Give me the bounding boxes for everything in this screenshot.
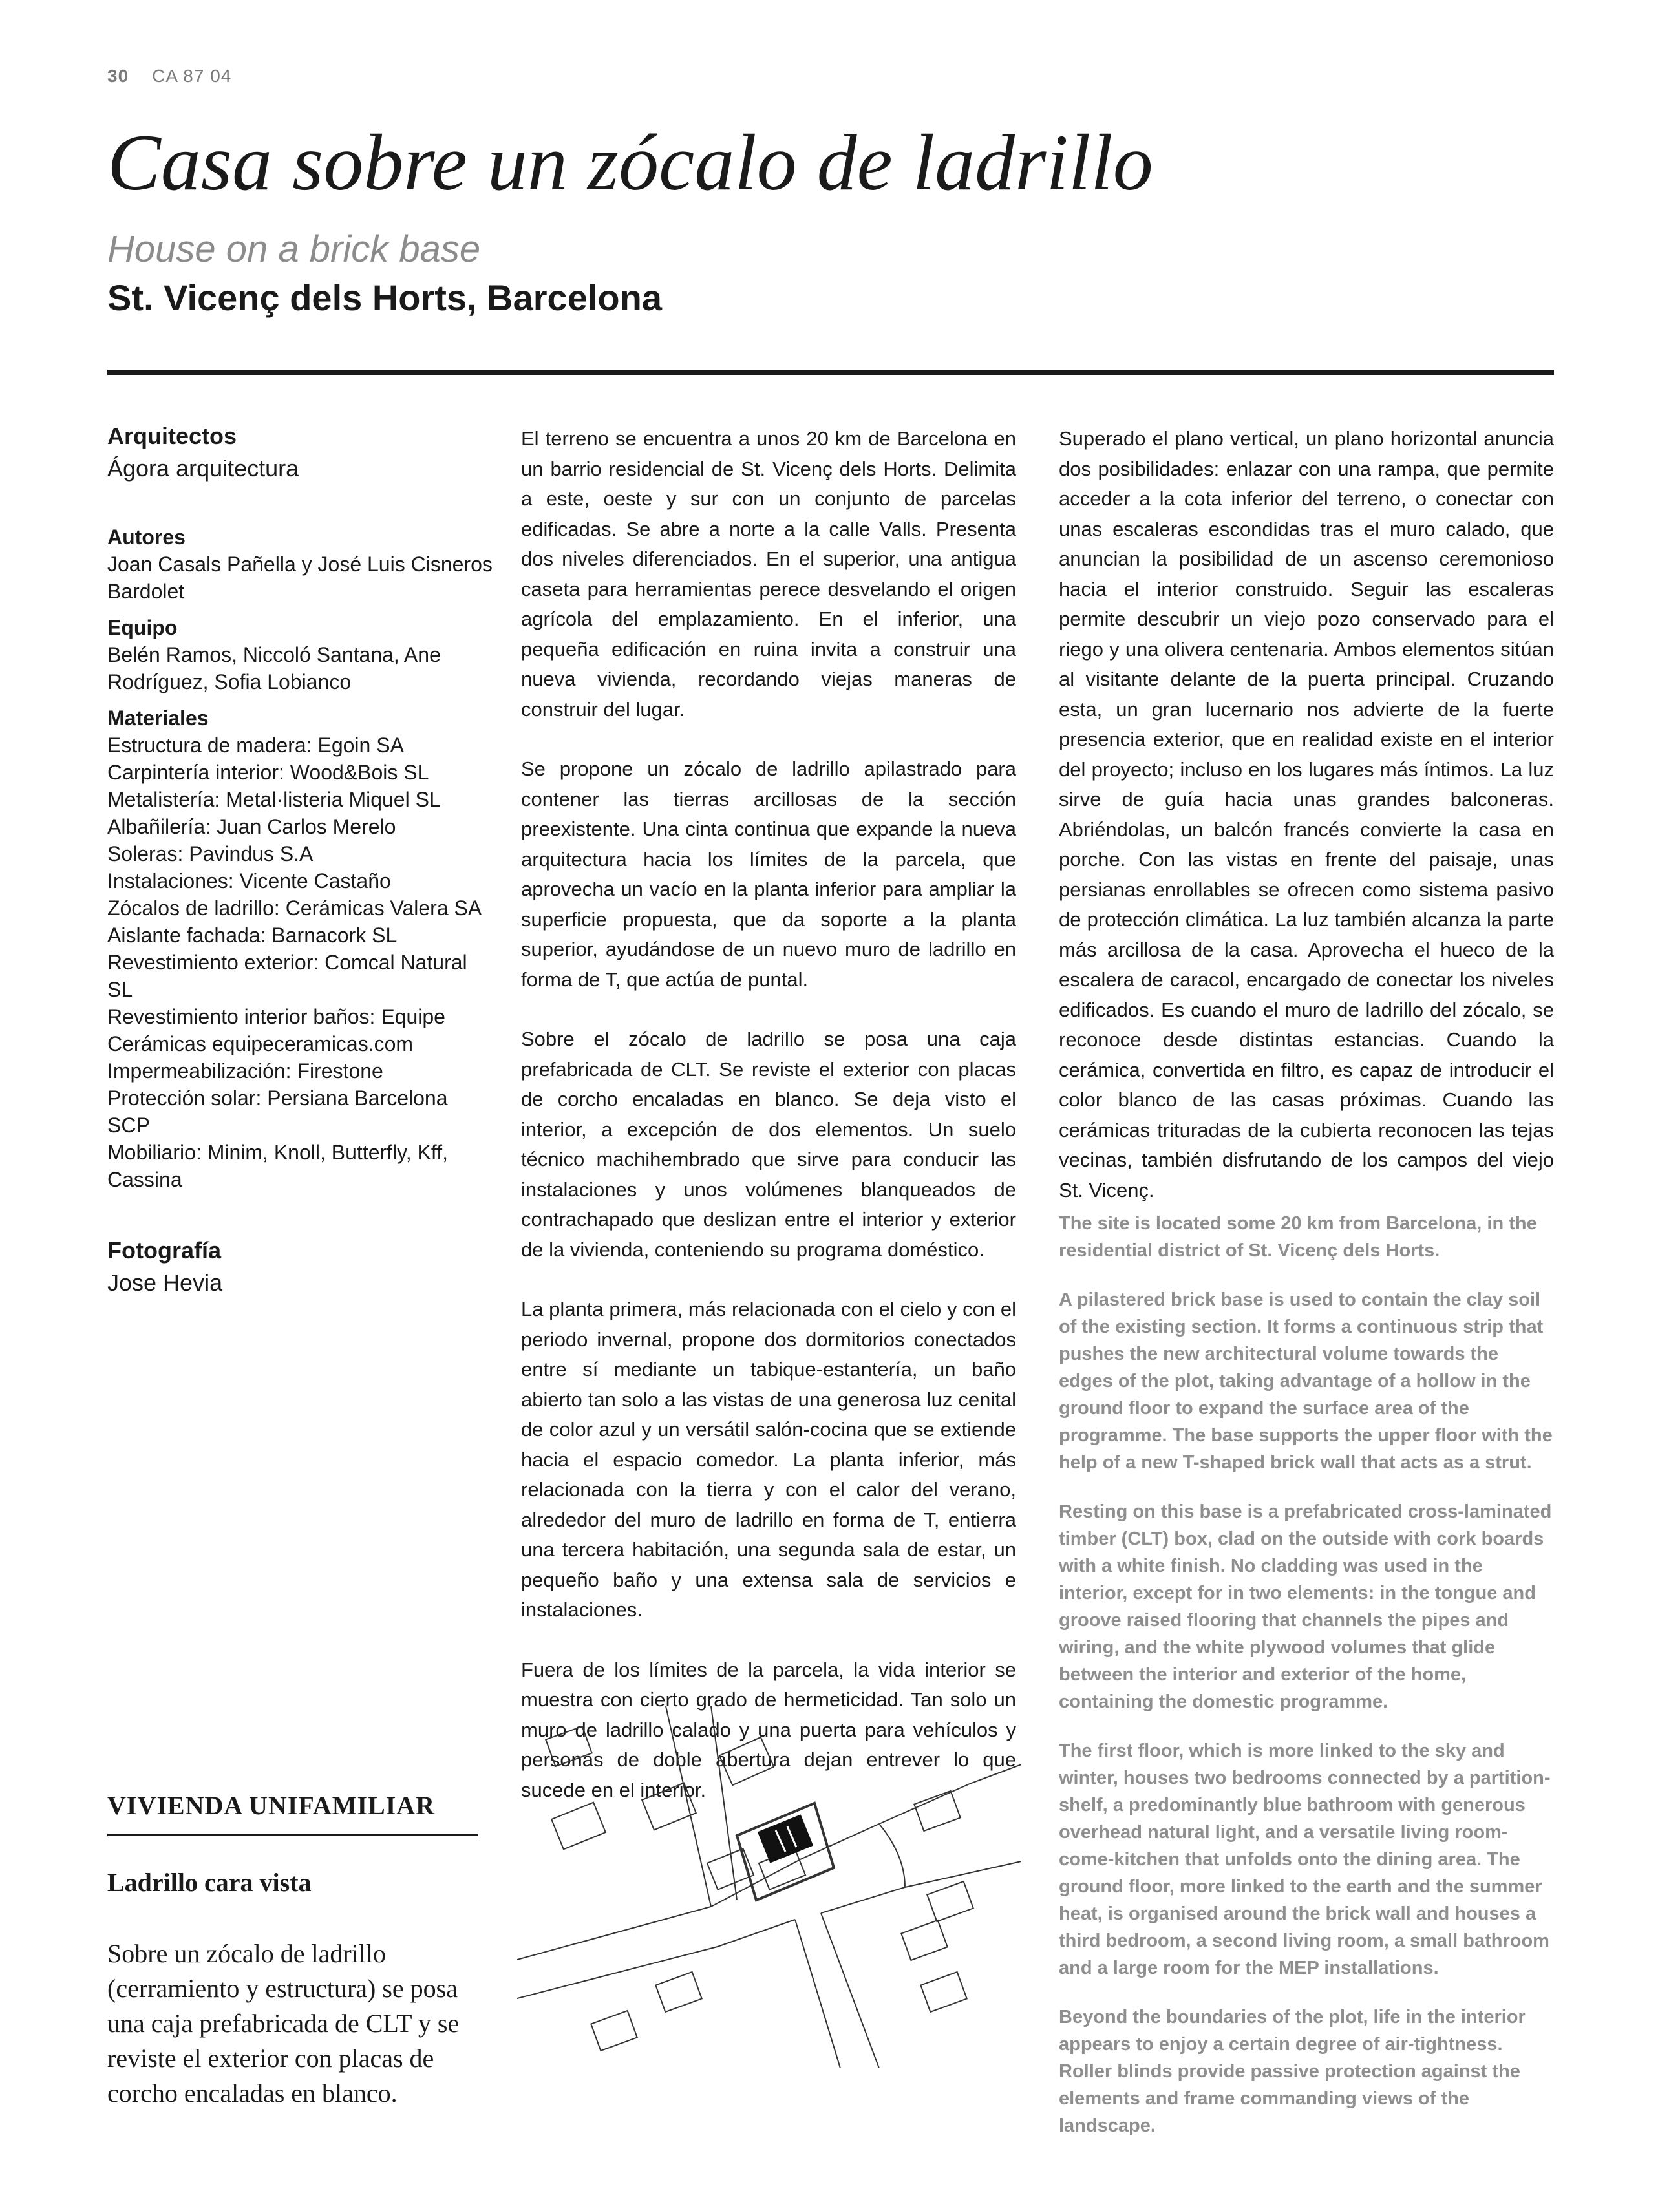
body-column-middle — [521, 424, 1016, 1835]
material-item: Albañilería: Juan Carlos Merelo — [107, 815, 396, 838]
english-paragraph: The first floor, which is more linked to the sky and winter, houses two bedrooms connected by a partition-shelf, a predominantly blue bathroom with generous overhead natural light, and a versatile living room-come-kitchen that unfolds onto the dining area. The ground floor, more linked to the earth and the summer heat, is organised around the brick wall and houses a third bedroom, a second living room, a small bathroom and a large room for the MEP installations. — [1059, 1741, 1551, 1978]
photo-block — [107, 1236, 495, 1298]
material-item: Revestimiento exterior: Comcal Natural SL — [107, 951, 467, 1001]
photo-label: Fotografía — [107, 1237, 221, 1264]
body-paragraph: La planta primera, más relacionada con el cielo y con el periodo invernal, propone dos dormitorios conectados entre sí mediante un tabique-estantería, un baño abierto tan solo a las vistas de una generosa luz cenital de color azul y un versátil salón-cocina que se extiende hacia el espacio comedor. La planta inferior, más relacionada con la tierra y con el calor del verano, alrededor del muro de ladrillo en forma de T, entierra una tercera habitación, una segunda sala de estar, un pequeño baño y una extensa sala de servicios e instalaciones. — [521, 1298, 1016, 1621]
photo-value: Jose Hevia — [107, 1269, 223, 1296]
team-block — [107, 614, 495, 695]
neighbour-buildings — [546, 1726, 973, 2051]
project-plot — [737, 1803, 834, 1900]
english-paragraph: A pilastered brick base is used to contain the clay soil of the existing section. It forms a continuous strip that pushes the new architectural volume towards the edges of the plot, taking advantage of a hollow in the ground floor to expand the surface area of the programme. The base supports the upper floor with the help of a new T-shaped brick wall that acts as a strut. — [1059, 1289, 1553, 1473]
english-subtitle: House on a brick base — [107, 228, 481, 270]
team-label: Equipo — [107, 616, 178, 639]
architects-label: Arquitectos — [107, 423, 237, 449]
material-item: Zócalos de ladrillo: Cerámicas Valera SA — [107, 896, 482, 920]
page-number: 30 — [107, 66, 129, 86]
materials-label: Materiales — [107, 706, 209, 730]
body-paragraph: Sobre el zócalo de ladrillo se posa una caja prefabricada de CLT. Se reviste el exterior con placas de corcho encaladas en blanco. Se deja visto el interior, a excepción de dos elementos. Un suelo técnico machihembrado que sirve para conducir las instalaciones y unos volúmenes blanqueados de contrachapado que deslizan entre el interior y exterior de la vivienda, conteniendo su programa doméstico. — [521, 1028, 1016, 1261]
architects-value: Ágora arquitectura — [107, 455, 299, 482]
body-paragraph: Fuera de los límites de la parcela, la vida interior se muestra con cierto grado de hermeticidad. Tan solo un muro de ladrillo calado y una puerta para vehículos y personas de doble abertura dejan entrever lo que sucede en el interior. — [521, 1658, 1016, 1801]
material-item: Revestimiento interior baños: Equipe Cerámicas equipeceramicas.com — [107, 1005, 445, 1055]
material-item: Aislante fachada: Barnacork SL — [107, 924, 398, 947]
materials-block — [107, 704, 495, 1193]
material-item: Impermeabilización: Firestone — [107, 1059, 383, 1083]
english-translation — [1059, 1210, 1554, 2161]
project-location: St. Vicenç dels Horts, Barcelona — [107, 277, 662, 318]
credits-column — [107, 421, 495, 1298]
body-column-right — [1059, 424, 1554, 1235]
site-plan-drawing — [517, 1706, 1021, 2068]
material-item: Metalistería: Metal·listeria Miquel SL — [107, 788, 441, 811]
team-value: Belén Ramos, Niccoló Santana, Ane Rodríguez, Sofia Lobianco — [107, 643, 441, 693]
authors-value: Joan Casals Pañella y José Luis Cisneros Bardolet — [107, 553, 493, 603]
material-item: Estructura de madera: Egoin SA — [107, 734, 404, 757]
english-paragraph: Resting on this base is a prefabricated cross-laminated timber (CLT) box, clad on the outside with cork boards with a white finish. No cladding was used in the interior, except for in two elements: in the tongue and groove raised flooring that channels the pipes and wiring, and the white plywood volumes that glide between the interior and exterior of the home, containing the domestic programme. — [1059, 1501, 1552, 1712]
material-item: Instalaciones: Vicente Castaño — [107, 869, 391, 893]
authors-label: Autores — [107, 525, 186, 549]
body-paragraph: El terreno se encuentra a unos 20 km de Barcelona en un barrio residencial de St. Vicenç dels Horts. Delimita a este, oeste y sur con un conjunto de parcelas edificadas. Se abre a norte a la calle Valls. Presenta dos niveles diferenciados. En el superior, una antigua caseta para herramientas perece desvelando el origen agrícola del emplazamiento. En el inferior, una pequeña edificación en ruina invita a construir una nueva vivienda, recordando viejas maneras de construir del lugar. — [521, 427, 1016, 721]
header-rule — [107, 370, 1554, 375]
magazine-issue: CA 87 04 — [152, 66, 232, 86]
material-item: Soleras: Pavindus S.A — [107, 842, 314, 865]
english-paragraph: Beyond the boundaries of the plot, life in the interior appears to enjoy a certain degree of air-tightness. Roller blinds provide passive protection against the elements and frame commanding views of the landscape. — [1059, 2007, 1526, 2136]
material-item: Protección solar: Persiana Barcelona SCP — [107, 1086, 448, 1137]
page-title: Casa sobre un zócalo de ladrillo — [107, 118, 1153, 207]
material-item: Mobiliario: Minim, Knoll, Butterfly, Kff, Cassina — [107, 1141, 448, 1191]
topic-heading: Ladrillo cara vista — [107, 1868, 312, 1897]
body-paragraph: Se propone un zócalo de ladrillo apilastrado para contener las tierras arcillosas de la sección preexistente. Una cinta continua que expande la nueva arquitectura hacia los límites de la parcela, que aprovecha un vacío en la planta inferior para ampliar la superficie propuesta, que da soporte a la planta superior, ayudándose de un nuevo muro de ladrillo en forma de T, que actúa de puntal. — [521, 757, 1016, 991]
category-heading: VIVIENDA UNIFAMILIAR — [107, 1791, 436, 1820]
category-rule — [107, 1834, 478, 1836]
summary-text: Sobre un zócalo de ladrillo (cerramiento y estructura) se posa una caja prefabricada de CLT y se reviste el exterior con placas de corcho encaladas en blanco. — [107, 1939, 460, 2108]
folio — [107, 66, 231, 87]
summary-sidebar — [107, 1790, 478, 2111]
english-paragraph: The site is located some 20 km from Barcelona, in the residential district of St. Vicenç dels Horts. — [1059, 1213, 1537, 1261]
body-paragraph: Superado el plano vertical, un plano horizontal anuncia dos posibilidades: enlazar con una rampa, que permite acceder a la cota inferior del terreno, o conectar con unas escaleras escondidas tras el muro calado, que anuncian la posibilidad de un ascenso ceremonioso hacia el interior construido. Seguir las escaleras permite descubrir un viejo pozo conservado para el riego y una olivera centenaria. Ambos elementos sitúan al visitante delante de la puerta principal. Cruzando esta, un gran lucernario nos advierte de la fuerte presencia exterior, que en realidad existe en el interior del proyecto; incluso en los lugares más íntimos. La luz sirve de guía hacia unas grandes balconeras. Abriéndolas, un balcón francés convierte la casa en porche. Con las vistas en frente del paisaje, unas persianas enrollables se ofrecen como sistema pasivo de protección climática. La luz también alcanza la parte más arcillosa de la casa. Aprovecha el hueco de la escalera de caracol, encargado de conectar los niveles edificados. Es cuando el muro de ladrillo del zócalo, se reconoce desde distintas estancias. Cuando la cerámica, convertida en filtro, es capaz de introducir el color blanco de las casas próximas. Cuando las cerámicas trituradas de la cubierta reconocen las tejas vecinas, también disfrutando de los campos del viejo St. Vicenç. — [1059, 427, 1554, 1201]
material-item: Carpintería interior: Wood&Bois SL — [107, 761, 429, 784]
authors-block — [107, 524, 495, 605]
